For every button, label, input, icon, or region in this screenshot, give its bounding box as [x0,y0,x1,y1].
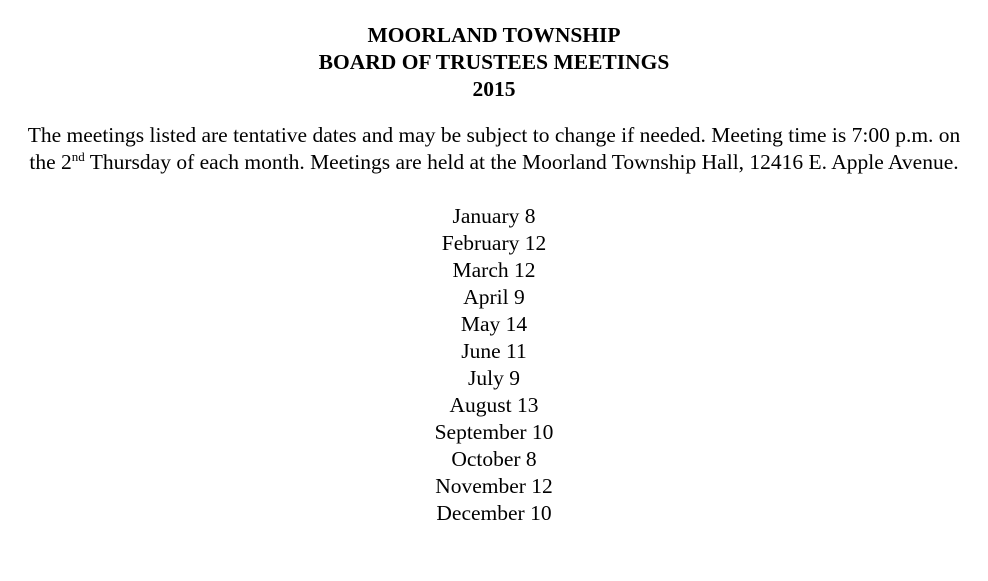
meeting-date: July 9 [468,366,520,390]
township-name: MOORLAND TOWNSHIP [367,23,621,47]
meeting-date: April 9 [463,285,525,309]
schedule-year: 2015 [472,77,516,101]
meeting-date: August 13 [449,393,539,417]
intro-paragraph [14,122,974,176]
meeting-date: November 12 [435,474,553,498]
meeting-date: May 14 [460,312,528,336]
intro-text-part2: Thursday of each month. Meetings are held at the Moorland Township Hall, 12416 E. Apple Avenue. [84,150,959,174]
meeting-date: October 8 [451,447,537,471]
board-title: BOARD OF TRUSTEES MEETINGS [318,50,670,74]
intro-text-part1: The meetings listed are tentative dates and may be subject to change if needed. Meeting time is 7:00 p.m. on the 2 [27,123,961,174]
document-heading [0,22,988,103]
ordinal-suffix: nd [71,149,85,164]
meeting-dates-list [0,203,988,527]
meeting-date: June 11 [461,339,527,363]
meeting-date: January 8 [452,204,536,228]
meeting-date: December 10 [436,501,552,525]
meeting-date: February 12 [441,231,547,255]
meeting-date: September 10 [434,420,554,444]
meeting-date: March 12 [452,258,536,282]
